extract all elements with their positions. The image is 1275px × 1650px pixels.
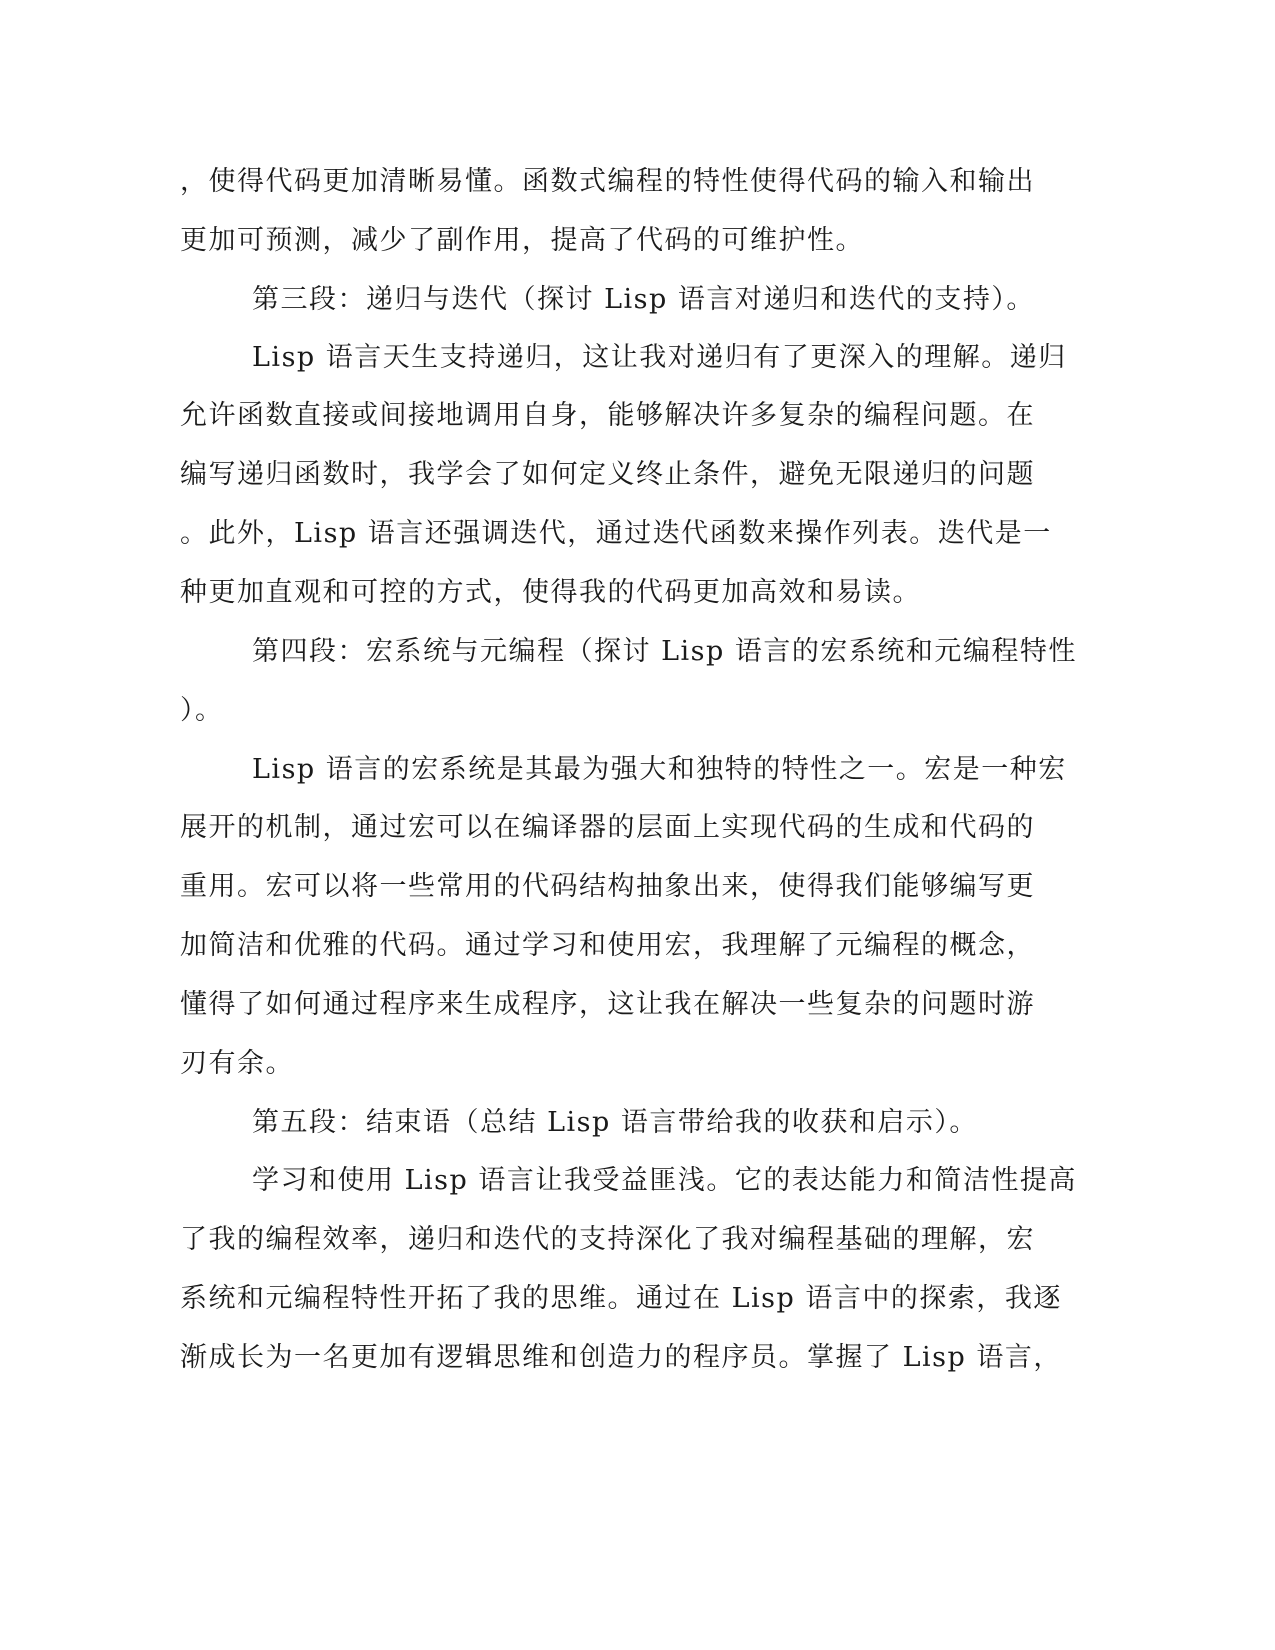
text-line: 渐成长为一名更加有逻辑思维和创造力的程序员。掌握了 Lisp 语言， [180,1342,1062,1373]
section-heading-4: 第四段：宏系统与元编程（探讨 Lisp 语言的宏系统和元编程特性 [252,636,1077,667]
text-line: 重用。宏可以将一些常用的代码结构抽象出来，使得我们能够编写更 [180,871,1035,902]
text-line: 懂得了如何通过程序来生成程序，这让我在解决一些复杂的问题时游 [180,989,1035,1020]
section-heading-3: 第三段：递归与迭代（探讨 Lisp 语言对递归和迭代的支持）。 [252,284,1035,315]
text-line: 刃有余。 [180,1048,294,1079]
text-line: 了我的编程效率，递归和迭代的支持深化了我对编程基础的理解，宏 [180,1224,1035,1255]
text-line: ）。 [180,695,224,726]
text-line: 允许函数直接或间接地调用自身，能够解决许多复杂的编程问题。在 [180,400,1035,431]
text-line: 种更加直观和可控的方式，使得我的代码更加高效和易读。 [180,577,921,608]
text-line: 。此外，Lisp 语言还强调迭代，通过迭代函数来操作列表。迭代是一 [180,518,1052,549]
text-line: Lisp 语言天生支持递归，这让我对递归有了更深入的理解。递归 [252,342,1067,373]
text-line: 加简洁和优雅的代码。通过学习和使用宏，我理解了元编程的概念， [180,930,1035,961]
text-line: Lisp 语言的宏系统是其最为强大和独特的特性之一。宏是一种宏 [252,754,1067,785]
text-line: 展开的机制，通过宏可以在编译器的层面上实现代码的生成和代码的 [180,812,1035,843]
text-line: 学习和使用 Lisp 语言让我受益匪浅。它的表达能力和简洁性提高 [252,1165,1077,1196]
text-line: 编写递归函数时，我学会了如何定义终止条件，避免无限递归的问题 [180,459,1035,490]
section-heading-5: 第五段：结束语（总结 Lisp 语言带给我的收获和启示）。 [252,1107,978,1138]
text-line: 系统和元编程特性开拓了我的思维。通过在 Lisp 语言中的探索，我逐 [180,1283,1062,1314]
text-line: 更加可预测，减少了副作用，提高了代码的可维护性。 [180,225,864,256]
text-line: ，使得代码更加清晰易懂。函数式编程的特性使得代码的输入和输出 [180,166,1035,197]
